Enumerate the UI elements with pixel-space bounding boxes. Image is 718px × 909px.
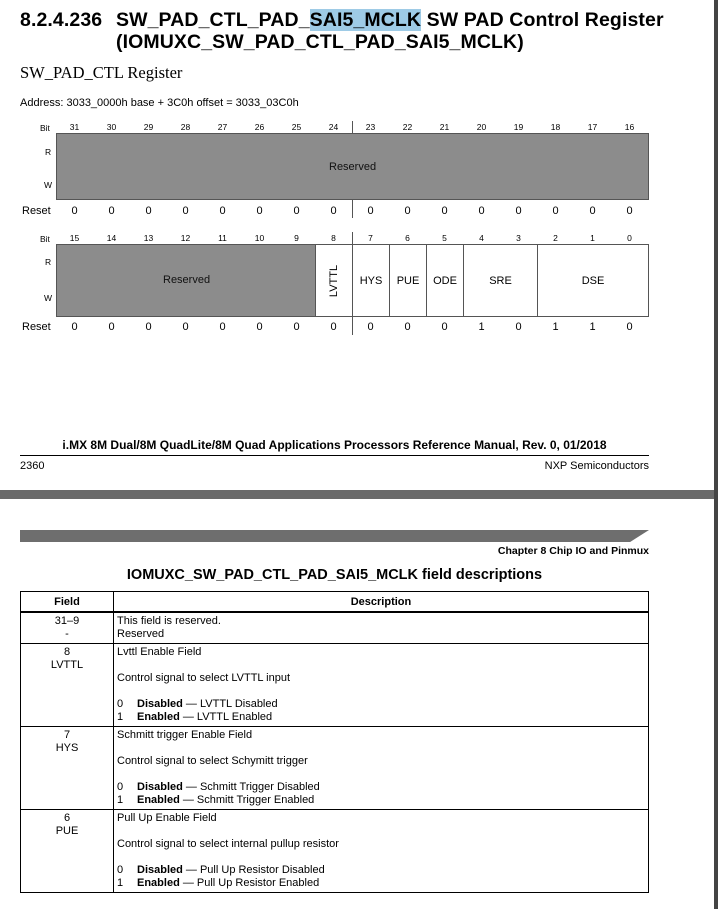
page-break (0, 490, 718, 499)
bit-number: 17 (587, 122, 598, 132)
reset-value: 1 (589, 321, 596, 333)
field-name: PUE (55, 825, 79, 837)
bit-number: 11 (218, 233, 227, 243)
reset-value: 0 (589, 205, 596, 217)
reserved-label: Reserved (329, 161, 377, 173)
title-line-2: (IOMUXC_SW_PAD_CTL_PAD_SAI5_MCLK) (116, 31, 524, 53)
table-row (21, 810, 649, 893)
reset-value: 0 (182, 321, 189, 333)
reset-value: 0 (256, 321, 263, 333)
bit-number: 3 (516, 233, 521, 243)
field-bits: 7 (63, 729, 71, 741)
reset-value: 0 (441, 205, 448, 217)
read-label: R (45, 257, 52, 267)
bit-number: 4 (479, 233, 484, 243)
reset-value: 0 (515, 205, 522, 217)
section-number: 8.2.4.236 (20, 9, 103, 31)
description-control: Control signal to select internal pullup resistor (117, 838, 339, 850)
bit-number: 27 (217, 122, 228, 132)
bit-number: 28 (180, 122, 191, 132)
field-bits: 6 (63, 812, 71, 824)
description-title: Schmitt trigger Enable Field (117, 729, 253, 741)
reset-value: 0 (552, 205, 559, 217)
field-cell (21, 810, 114, 893)
description-cell (114, 727, 649, 810)
bit-number: 2 (553, 233, 558, 243)
field-dse (537, 244, 649, 317)
reserved-label: Reserved (163, 274, 211, 286)
field-sre-label: SRE (489, 274, 512, 287)
scrollbar-edge[interactable] (714, 0, 718, 909)
field-lvttl-label: LVTTL (327, 264, 340, 297)
field-cell (21, 727, 114, 810)
page-number: 2360 (20, 460, 45, 472)
section-heading (20, 9, 710, 53)
nibble-divider (352, 200, 353, 218)
reset-label: Reset (22, 205, 51, 217)
reset-value: 1 (478, 321, 485, 333)
company-name: NXP Semiconductors (544, 460, 649, 472)
bit-number: 16 (624, 122, 635, 132)
write-label: W (44, 293, 53, 303)
field-name: LVTTL (50, 659, 84, 671)
footer-divider (20, 455, 649, 456)
bit-number: 18 (550, 122, 561, 132)
reset-value: 0 (478, 205, 485, 217)
option-1: 1 Enabled — Schmitt Trigger Enabled (117, 794, 315, 806)
reset-value: 0 (404, 205, 411, 217)
bit-number: 12 (180, 233, 191, 243)
chapter-title: Chapter 8 Chip IO and Pinmux (497, 545, 649, 557)
bit-number: 10 (254, 233, 265, 243)
read-label: R (45, 147, 52, 157)
description-cell (114, 644, 649, 727)
reset-value: 0 (293, 321, 300, 333)
option-0: 0 Disabled — LVTTL Disabled (117, 698, 278, 710)
reset-value: 0 (330, 321, 337, 333)
field-descriptions-table (20, 591, 649, 893)
field-dse-label: DSE (581, 274, 605, 287)
nibble-divider (352, 121, 353, 133)
bit-number: 22 (402, 122, 413, 132)
nibble-divider (352, 232, 353, 244)
field-name: - (65, 628, 69, 640)
chapter-bar (20, 530, 649, 542)
reset-value: 0 (441, 321, 448, 333)
bit-number: 19 (513, 122, 524, 132)
field-hys (352, 244, 390, 317)
reset-value: 0 (256, 205, 263, 217)
option-1: 1 Enabled — LVTTL Enabled (117, 711, 273, 723)
field-ode (426, 244, 464, 317)
bit-label: Bit (40, 234, 50, 244)
field-cell (21, 644, 114, 727)
table-header-row (21, 592, 649, 613)
write-label: W (44, 180, 53, 190)
bit-number: 13 (143, 233, 154, 243)
reset-value: 0 (367, 321, 374, 333)
bit-number: 6 (405, 233, 410, 243)
reset-value: 0 (330, 205, 337, 217)
bit-number: 9 (294, 233, 299, 243)
reset-value: 0 (515, 321, 522, 333)
bit-number: 24 (328, 122, 339, 132)
description-line: This field is reserved. (117, 615, 221, 627)
field-bits: 31–9 (54, 615, 80, 627)
bit-number: 20 (476, 122, 487, 132)
header-field: Field (21, 592, 114, 613)
bit-number: 8 (331, 233, 336, 243)
register-name: SW_PAD_CTL Register (20, 63, 183, 82)
reset-value: 0 (108, 321, 115, 333)
reset-value: 0 (404, 321, 411, 333)
option-0: 0 Disabled — Pull Up Resistor Disabled (117, 864, 325, 876)
reset-label: Reset (22, 321, 51, 333)
description-cell (114, 612, 649, 644)
reset-value: 0 (108, 205, 115, 217)
register-address: Address: 3033_0000h base + 3C0h offset = 3033_03C0h (20, 97, 299, 109)
option-1: 1 Enabled — Pull Up Resistor Enabled (117, 877, 320, 889)
manual-title: i.MX 8M Dual/8M QuadLite/8M Quad Applications Processors Reference Manual, Rev. 0, 01/2018 (62, 438, 607, 452)
bit-number: 15 (69, 233, 80, 243)
field-ode-label: ODE (433, 274, 457, 287)
bit-number: 31 (69, 122, 80, 132)
reset-value: 0 (71, 205, 78, 217)
table-row (21, 612, 649, 644)
title-highlight[interactable]: SAI5_MCLK (309, 9, 422, 31)
bit-label: Bit (40, 123, 50, 133)
nibble-divider (352, 317, 353, 335)
reset-value: 0 (219, 205, 226, 217)
field-lvttl (315, 244, 353, 317)
bit-number: 7 (368, 233, 373, 243)
field-pue-label: PUE (396, 274, 420, 287)
reset-value: 0 (367, 205, 374, 217)
field-bits: 8 (63, 646, 71, 658)
field-hys-label: HYS (359, 274, 383, 287)
reset-value: 1 (552, 321, 559, 333)
table-row (21, 644, 649, 727)
reset-value: 0 (71, 321, 78, 333)
reset-value: 0 (293, 205, 300, 217)
description-control: Control signal to select LVTTL input (117, 672, 291, 684)
description-title: Lvttl Enable Field (117, 646, 202, 658)
option-0: 0 Disabled — Schmitt Trigger Disabled (117, 781, 320, 793)
table-title: IOMUXC_SW_PAD_CTL_PAD_SAI5_MCLK field descriptions (126, 567, 543, 583)
field-cell (21, 612, 114, 644)
table-row (21, 727, 649, 810)
reset-value: 0 (219, 321, 226, 333)
bit-number: 26 (254, 122, 265, 132)
reset-value: 0 (626, 205, 633, 217)
bit-number: 25 (291, 122, 302, 132)
title-part-1: SW_PAD_CTL_PAD_ (116, 9, 310, 31)
description-control: Control signal to select Schymitt trigger (117, 755, 308, 767)
description-title: Pull Up Enable Field (117, 812, 217, 824)
bit-number: 21 (439, 122, 450, 132)
bit-number: 23 (365, 122, 376, 132)
bit-number: 30 (106, 122, 117, 132)
header-description: Description (114, 592, 649, 613)
reset-value: 0 (182, 205, 189, 217)
field-name: HYS (55, 742, 79, 754)
bit-number: 29 (143, 122, 154, 132)
field-pue (389, 244, 427, 317)
reset-value: 0 (626, 321, 633, 333)
field-sre (463, 244, 538, 317)
reset-value: 0 (145, 321, 152, 333)
description-line: Reserved (117, 628, 165, 640)
reset-value: 0 (145, 205, 152, 217)
bit-number: 1 (590, 233, 595, 243)
bit-number: 0 (627, 233, 632, 243)
title-part-2: SW PAD Control Register (421, 9, 664, 31)
description-cell (114, 810, 649, 893)
bit-number: 5 (442, 233, 447, 243)
bit-number: 14 (106, 233, 117, 243)
